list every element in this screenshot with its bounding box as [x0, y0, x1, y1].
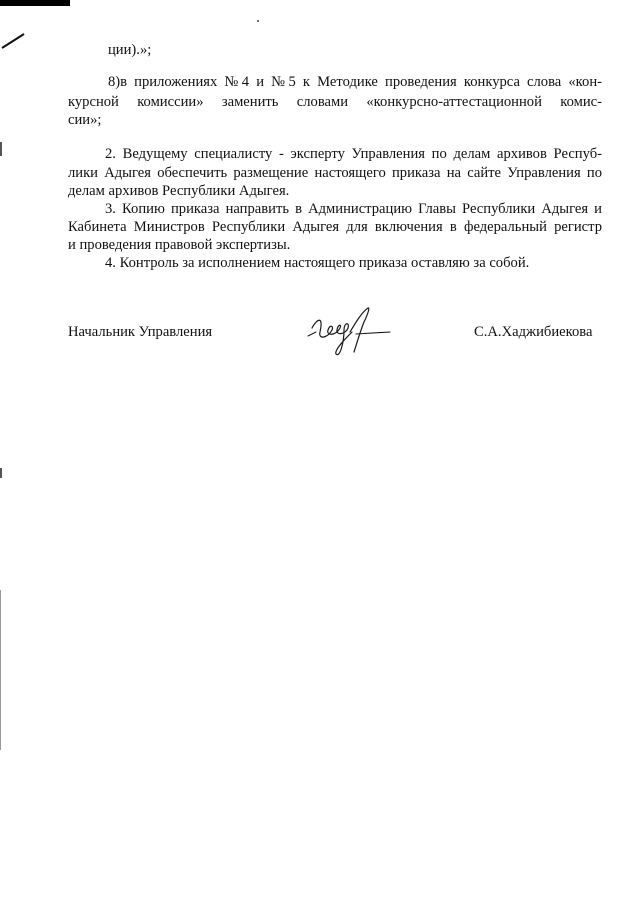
signatory-name: С.А.Хаджибиекова: [474, 324, 593, 340]
scan-dot: [257, 20, 259, 22]
handwritten-signature: [306, 302, 402, 362]
item-2-line-3: делам архивов Республики Адыгея.: [68, 183, 290, 199]
item-3-line-3: и проведения правовой экспертизы.: [68, 237, 291, 253]
signatory-position: Начальник Управления: [68, 324, 213, 340]
item-2-line-2: лики Адыгея обеспечить размещение настоящего приказа на сайте Управления по: [68, 165, 602, 181]
scan-corner-mark: [0, 0, 70, 6]
continuation-line: ции).»;: [108, 42, 152, 58]
item-8-line-1: 8)в приложениях №4 и №5 к Методике проведения конкурса слова «кон-: [108, 74, 602, 90]
item-2-line-1: 2. Ведущему специалисту - эксперту Управления по делам архивов Респуб-: [105, 146, 602, 162]
item-4-line-1: 4. Контроль за исполнением настоящего приказа оставляю за собой.: [105, 255, 530, 271]
item-3-line-1: 3. Копию приказа направить в Администрацию Главы Республики Адыгея и: [105, 201, 602, 217]
item-3-line-2: Кабинета Министров Республики Адыгея для включения в федеральный регистр: [68, 219, 602, 235]
scan-edge-mark: [0, 468, 2, 478]
item-8-line-3: сии»;: [68, 112, 102, 128]
scan-pen-stroke: [0, 30, 30, 60]
item-8-line-2: курсной комиссии» заменить словами «конкурсно-аттестационной комис-: [68, 94, 602, 110]
scan-edge-mark: [0, 590, 1, 750]
scan-edge-mark: [0, 142, 2, 156]
